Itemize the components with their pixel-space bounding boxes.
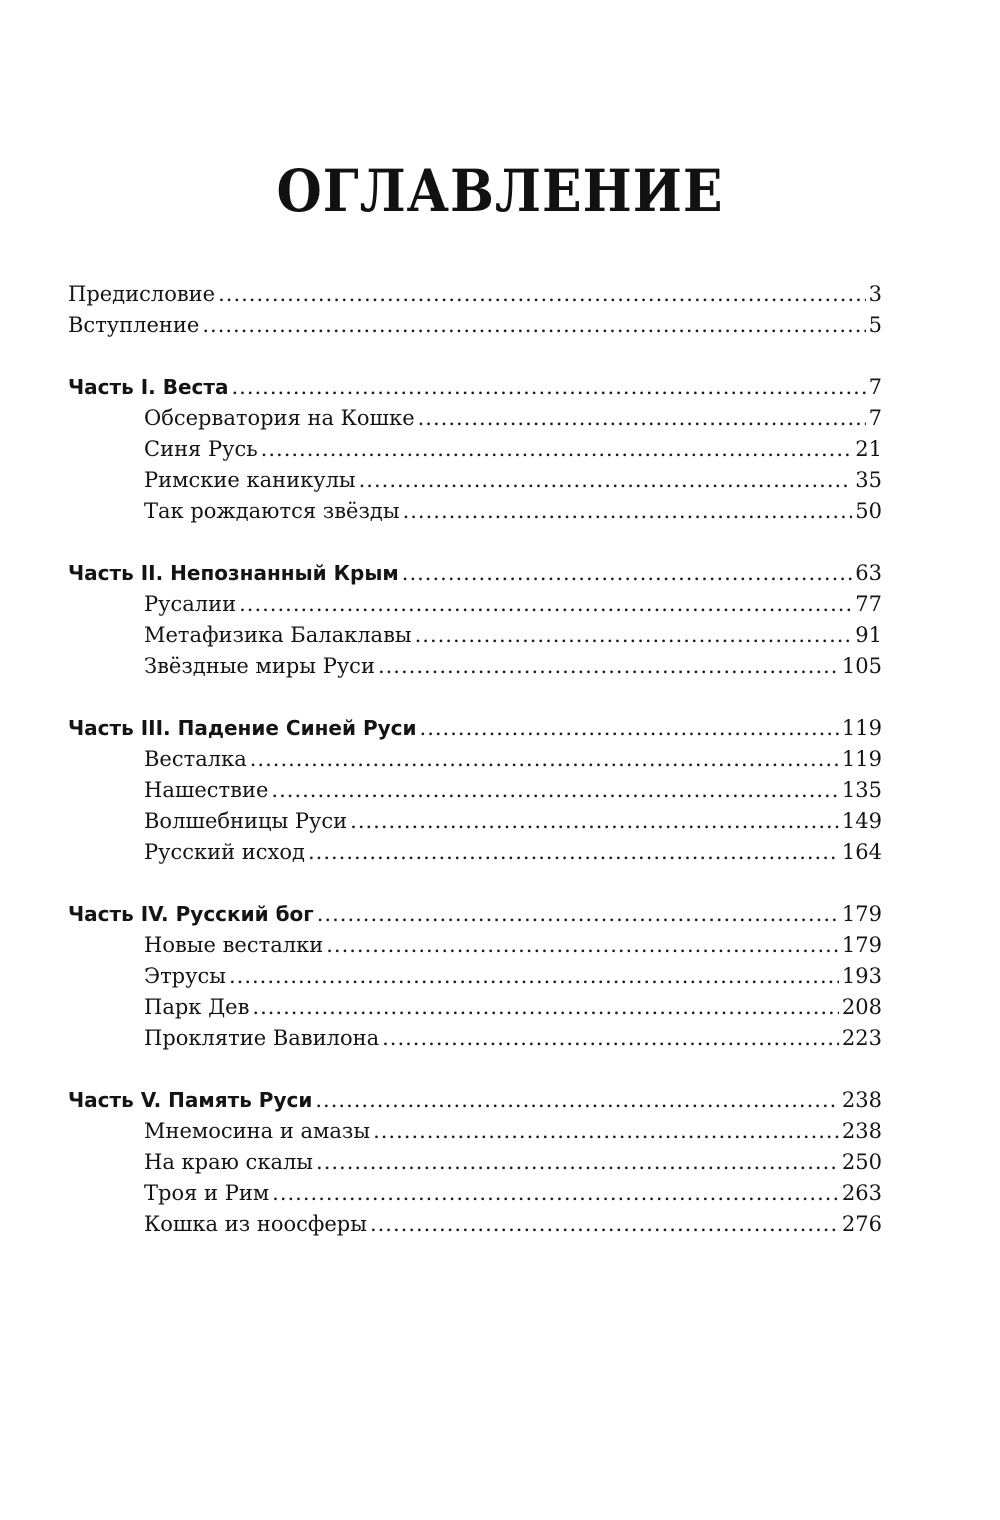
dot-leader	[317, 899, 839, 930]
toc-entry[interactable]	[68, 992, 882, 1023]
page-title: ОГЛАВЛЕНИЕ	[276, 157, 724, 226]
toc-entry-label: Парк Дев	[144, 995, 250, 1019]
toc-entry-introduction[interactable]	[68, 310, 882, 341]
dot-leader	[420, 713, 839, 744]
toc-entry[interactable]	[68, 434, 882, 465]
dot-leader	[250, 744, 839, 775]
toc-entry-page: 119	[841, 716, 882, 740]
dot-leader	[218, 279, 866, 310]
toc-entry-page: 3	[868, 282, 882, 306]
toc-entry-page: 63	[855, 561, 882, 585]
table-of-contents	[68, 279, 882, 1240]
toc-entry-label: Вступление	[68, 313, 200, 337]
toc-entry[interactable]	[68, 930, 882, 961]
toc-entry-page: 105	[841, 654, 882, 678]
dot-leader	[373, 1116, 839, 1147]
toc-entry-label: Русский исход	[144, 840, 305, 864]
toc-entry-label: Синя Русь	[144, 437, 258, 461]
toc-entry-page: 179	[841, 933, 882, 957]
toc-entry-page: 179	[841, 902, 882, 926]
dot-leader	[418, 403, 866, 434]
toc-entry[interactable]	[68, 961, 882, 992]
toc-entry-preface[interactable]	[68, 279, 882, 310]
toc-entry-page: 35	[855, 468, 882, 492]
dot-leader	[239, 589, 852, 620]
dot-leader	[326, 930, 839, 961]
toc-entry-label: Римские каникулы	[144, 468, 356, 492]
toc-entry-label: Волшебницы Руси	[144, 809, 348, 833]
toc-entry-page: 276	[841, 1212, 882, 1236]
dot-leader	[316, 1147, 839, 1178]
toc-part-1[interactable]	[68, 372, 882, 403]
toc-entry[interactable]	[68, 589, 882, 620]
toc-part-label: Часть V. Память Руси	[68, 1088, 313, 1112]
toc-entry-page: 7	[868, 406, 882, 430]
toc-entry-label: Русалии	[144, 592, 237, 616]
dot-leader	[415, 620, 853, 651]
toc-entry-label: Кошка из ноосферы	[144, 1212, 367, 1236]
toc-part-label: Часть II. Непознанный Крым	[68, 561, 399, 585]
toc-part-2[interactable]	[68, 558, 882, 589]
toc-entry-label: Обсерватория на Кошке	[144, 406, 415, 430]
dot-leader	[271, 775, 838, 806]
toc-entry[interactable]	[68, 651, 882, 682]
toc-entry-page: 135	[841, 778, 882, 802]
dot-leader	[231, 372, 865, 403]
toc-entry[interactable]	[68, 620, 882, 651]
toc-entry[interactable]	[68, 1147, 882, 1178]
toc-part-label: Часть III. Падение Синей Руси	[68, 716, 417, 740]
toc-entry-page: 164	[841, 840, 882, 864]
toc-entry-label: Троя и Рим	[144, 1181, 270, 1205]
toc-entry-label: Мнемосина и амазы	[144, 1119, 371, 1143]
toc-entry-page: 119	[841, 747, 882, 771]
toc-entry-label: Нашествие	[144, 778, 269, 802]
dot-leader	[315, 1085, 839, 1116]
dot-leader	[370, 1209, 839, 1240]
toc-entry-page: 208	[841, 995, 882, 1019]
toc-entry[interactable]	[68, 465, 882, 496]
toc-entry[interactable]	[68, 496, 882, 527]
toc-entry-label: Так рождаются звёзды	[144, 499, 400, 523]
dot-leader	[308, 837, 839, 868]
toc-entry-page: 21	[855, 437, 882, 461]
toc-entry-page: 193	[841, 964, 882, 988]
toc-entry[interactable]	[68, 744, 882, 775]
dot-leader	[359, 465, 853, 496]
dot-leader	[402, 558, 853, 589]
toc-entry-page: 149	[841, 809, 882, 833]
toc-entry[interactable]	[68, 1209, 882, 1240]
toc-entry-label: На краю скалы	[144, 1150, 314, 1174]
toc-entry-label: Метафизика Балаклавы	[144, 623, 412, 647]
dot-leader	[261, 434, 853, 465]
toc-part-4[interactable]	[68, 899, 882, 930]
toc-entry-page: 77	[855, 592, 882, 616]
toc-entry-label: Проклятие Вавилона	[144, 1026, 380, 1050]
toc-entry-page: 91	[855, 623, 882, 647]
toc-part-5[interactable]	[68, 1085, 882, 1116]
dot-leader	[202, 310, 865, 341]
toc-entry-label: Весталка	[144, 747, 247, 771]
dot-leader	[252, 992, 839, 1023]
toc-entry-page: 50	[855, 499, 882, 523]
dot-leader	[378, 651, 839, 682]
toc-entry[interactable]	[68, 403, 882, 434]
toc-part-label: Часть IV. Русский бог	[68, 902, 314, 926]
toc-entry[interactable]	[68, 775, 882, 806]
toc-entry-label: Предисловие	[68, 282, 216, 306]
toc-entry[interactable]	[68, 1116, 882, 1147]
toc-entry-page: 5	[868, 313, 882, 337]
dot-leader	[350, 806, 839, 837]
toc-part-label: Часть I. Веста	[68, 375, 229, 399]
toc-entry-page: 223	[841, 1026, 882, 1050]
dot-leader	[272, 1178, 839, 1209]
toc-entry[interactable]	[68, 837, 882, 868]
toc-entry-label: Звёздные миры Руси	[144, 654, 375, 678]
dot-leader	[229, 961, 839, 992]
toc-entry-page: 250	[841, 1150, 882, 1174]
toc-entry-label: Новые весталки	[144, 933, 324, 957]
toc-entry[interactable]	[68, 1023, 882, 1054]
dot-leader	[403, 496, 853, 527]
toc-entry-page: 238	[841, 1088, 882, 1112]
toc-entry[interactable]	[68, 1178, 882, 1209]
toc-part-3[interactable]	[68, 713, 882, 744]
toc-entry-page: 263	[841, 1181, 882, 1205]
dot-leader	[382, 1023, 839, 1054]
toc-entry-page: 7	[868, 375, 882, 399]
toc-entry-page: 238	[841, 1119, 882, 1143]
toc-entry[interactable]	[68, 806, 882, 837]
toc-entry-label: Этрусы	[144, 964, 226, 988]
